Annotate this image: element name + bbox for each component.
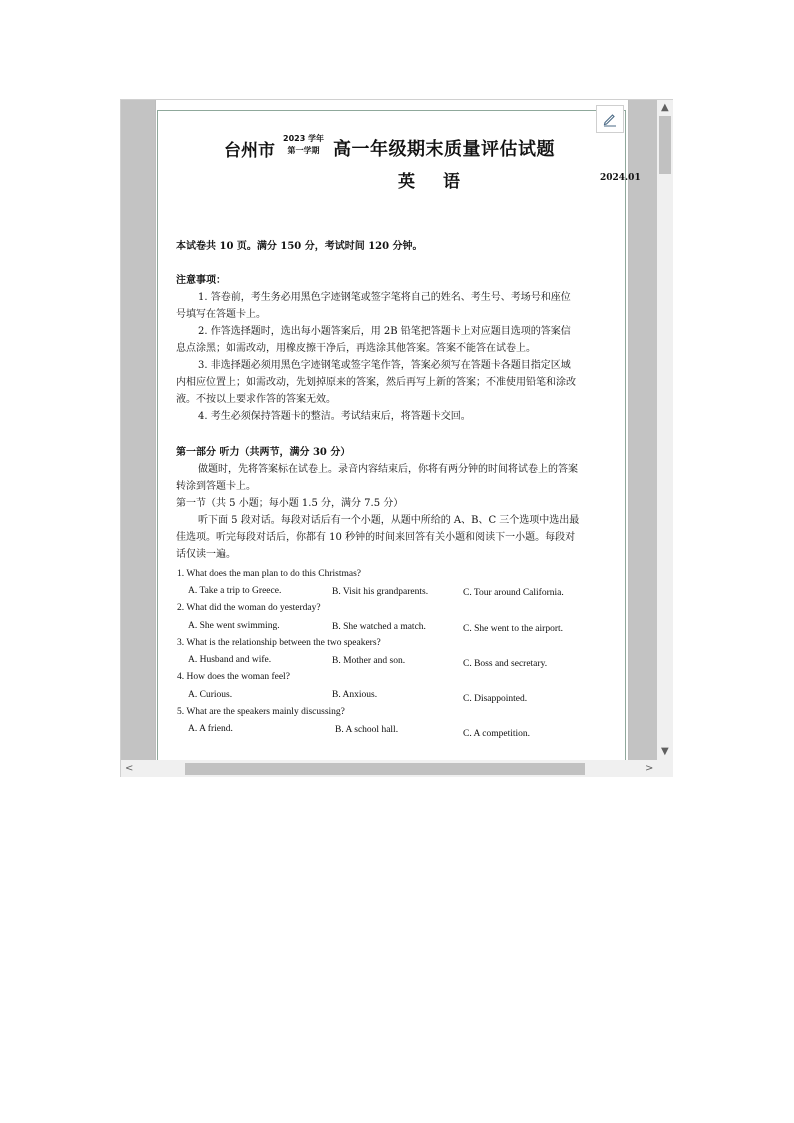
- q5-option-b: B. A school hall.: [335, 725, 399, 735]
- part1-heading: 第一部分 听力（共两节，满分 30 分）: [176, 447, 351, 458]
- note-line: 内相应位置上；如需改动，先划掉原来的答案，然后再写上新的答案；不准使用铅笔和涂改: [176, 377, 576, 388]
- q3-option-c: C. Boss and secretary.: [463, 659, 548, 669]
- note-line: 3. 非选择题必须用黑色字迹钢笔或签字笔作答，答案必须写在答题卡各题目指定区域: [198, 360, 571, 371]
- exam-date: 2024.01: [600, 173, 641, 183]
- question-2: 2. What did the woman do yesterday?: [177, 603, 321, 613]
- scrollbar-corner: [657, 760, 673, 777]
- note-line: 2. 作答选择题时，选出每小题答案后，用 2B 铅笔把答题卡上对应题目选项的答案信: [198, 326, 571, 337]
- q2-option-c: C. She went to the airport.: [463, 624, 563, 634]
- q3-option-b: B. Mother and son.: [332, 656, 406, 666]
- horizontal-scrollbar[interactable]: [121, 760, 657, 777]
- q1-option-a: A. Take a trip to Greece.: [188, 586, 282, 596]
- part1-instruction: 做题时，先将答案标在试卷上。录音内容结束后，你将有两分钟的时间将试卷上的答案: [198, 464, 578, 475]
- note-line: 号填写在答题卡上。: [176, 309, 266, 320]
- exam-city: 台州市: [224, 141, 275, 161]
- note-line: 息点涂黑；如需改动，用橡皮擦干净后，再选涂其他答案。答案不能答在试卷上。: [176, 343, 536, 354]
- section1-instruction: 听下面 5 段对话。每段对话后有一个小题，从题中所给的 A、B、C 三个选项中选出最: [198, 515, 580, 526]
- q5-option-c: C. A competition.: [463, 729, 531, 739]
- exam-title: 高一年级期末质量评估试题: [333, 139, 555, 160]
- question-5: 5. What are the speakers mainly discussing?: [177, 707, 345, 717]
- scroll-left-icon[interactable]: <: [125, 763, 134, 774]
- term-semester: 第一学期: [287, 146, 320, 155]
- horizontal-scroll-thumb[interactable]: [185, 763, 585, 775]
- q4-option-a: A. Curious.: [188, 690, 233, 700]
- q5-option-a: A. A friend.: [188, 724, 233, 734]
- section1-instruction: 佳选项。听完每段对话后，你都有 10 秒钟的时间来回答有关小题和阅读下一小题。每段对: [176, 532, 576, 543]
- section1-heading: 第一节（共 5 小题；每小题 1.5 分，满分 7.5 分）: [176, 498, 404, 509]
- note-line: 4. 考生必须保持答题卡的整洁。考试结束后，将答题卡交回。: [198, 411, 471, 422]
- scroll-up-icon[interactable]: ▲: [661, 102, 669, 113]
- q2-option-a: A. She went swimming.: [188, 621, 280, 631]
- q3-option-a: A. Husband and wife.: [188, 655, 272, 665]
- scroll-down-icon[interactable]: ▼: [661, 746, 669, 757]
- document-viewer[interactable]: [120, 99, 673, 777]
- question-3: 3. What is the relationship between the two speakers?: [177, 638, 381, 648]
- note-line: 液。不按以上要求作答的答案无效。: [176, 394, 336, 405]
- document-page: [156, 100, 641, 760]
- question-4: 4. How does the woman feel?: [177, 672, 290, 682]
- edit-button[interactable]: [596, 105, 624, 133]
- q4-option-b: B. Anxious.: [332, 690, 378, 700]
- viewer-canvas: [121, 100, 657, 760]
- q4-option-c: C. Disappointed.: [463, 694, 528, 704]
- q2-option-b: B. She watched a match.: [332, 622, 426, 632]
- notes-heading: 注意事项：: [176, 275, 226, 286]
- exam-subject: 英语: [398, 172, 488, 192]
- note-line: 1. 答卷前，考生务必用黑色字迹钢笔或签字笔将自己的姓名、考生号、考场号和座位: [198, 292, 571, 303]
- title-row: [158, 132, 625, 162]
- exam-info: 本试卷共 10 页。满分 150 分，考试时间 120 分钟。: [176, 241, 423, 252]
- question-1: 1. What does the man plan to do this Christmas?: [177, 569, 361, 579]
- q1-option-c: C. Tour around California.: [463, 588, 564, 598]
- page-frame: [157, 110, 641, 760]
- exam-term: [283, 133, 324, 157]
- vertical-scroll-thumb[interactable]: [659, 116, 671, 174]
- scroll-right-icon[interactable]: >: [645, 763, 654, 774]
- section1-instruction: 话仅读一遍。: [176, 549, 236, 560]
- q1-option-b: B. Visit his grandparents.: [332, 587, 429, 597]
- part1-instruction: 转涂到答题卡上。: [176, 481, 256, 492]
- pencil-icon: [602, 111, 618, 127]
- vertical-scrollbar[interactable]: [657, 100, 673, 760]
- term-year: 2023 学年: [283, 134, 325, 143]
